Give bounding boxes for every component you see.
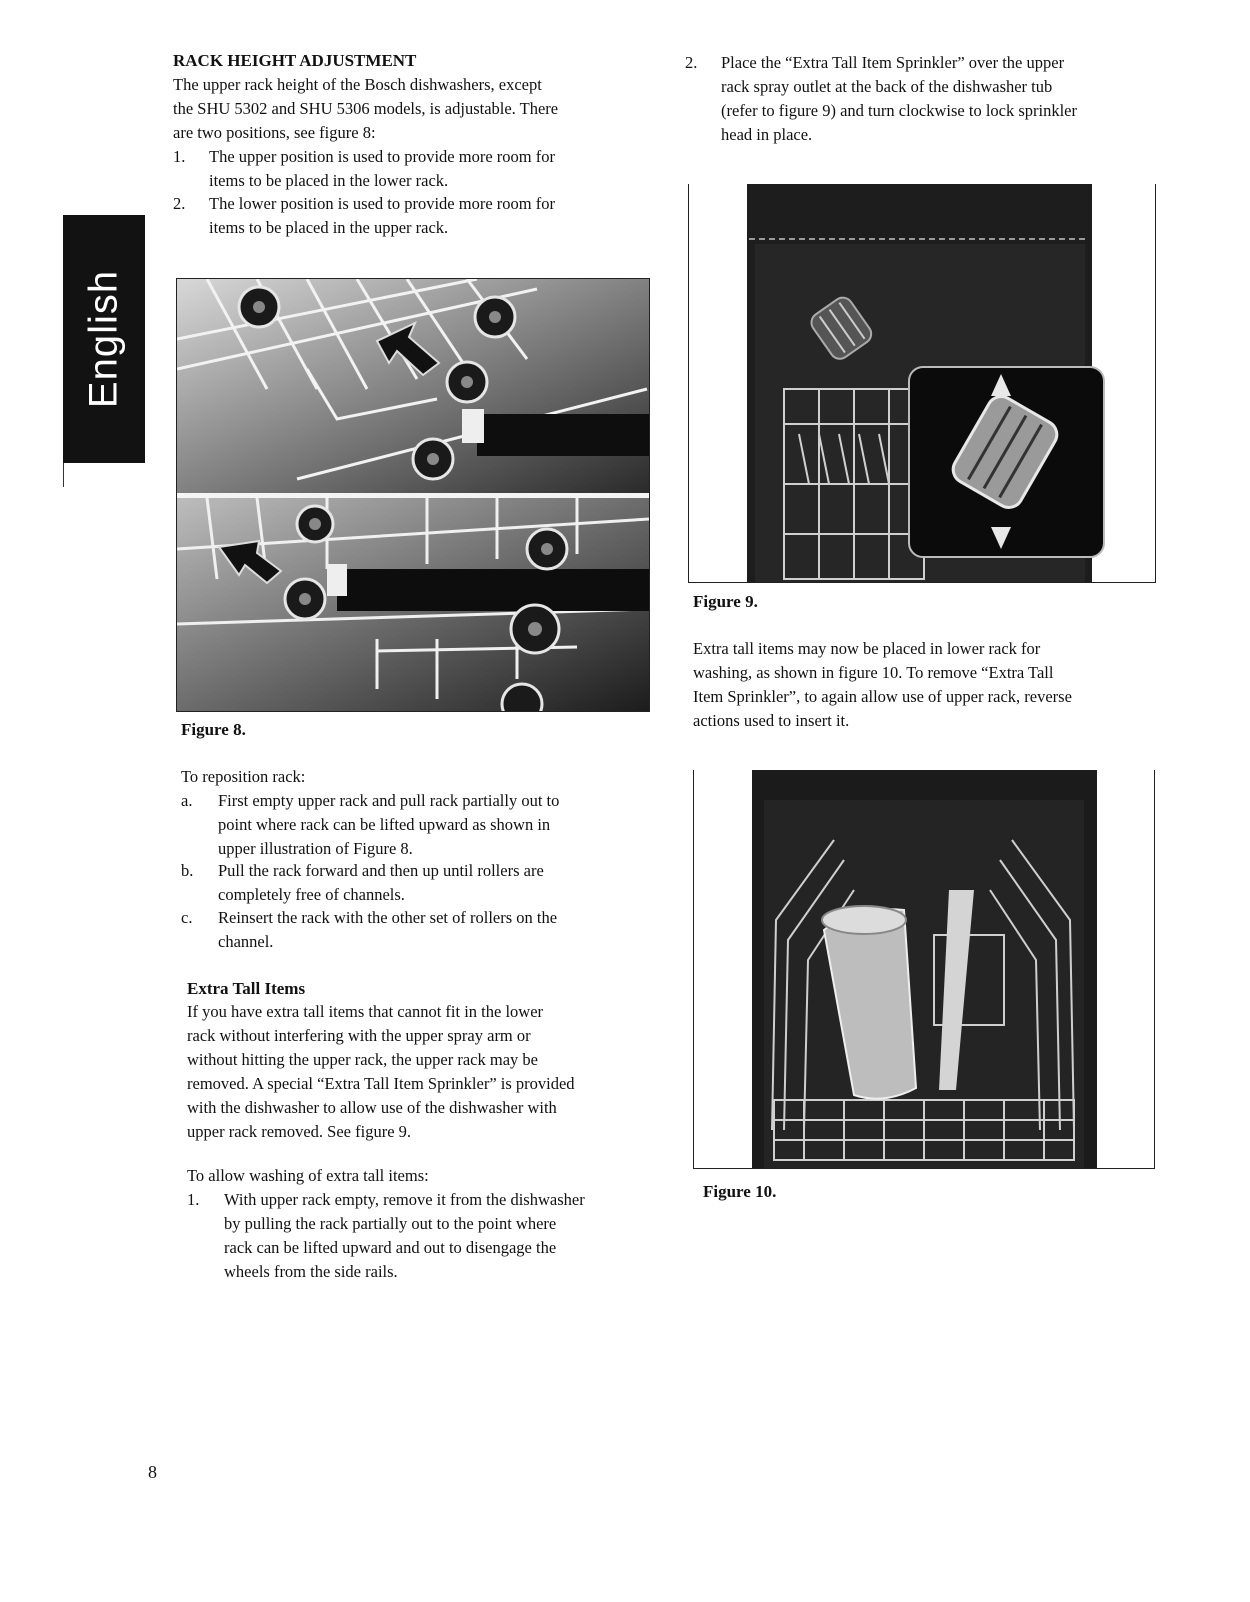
reposition-step-a (181, 789, 661, 861)
text-line: Place the “Extra Tall Item Sprinkler” over the upper (721, 53, 1065, 72)
list-marker: b. (181, 861, 194, 880)
allow-step-1 (187, 1188, 667, 1284)
text-line: Reinsert the rack with the other set of rollers on the (218, 908, 558, 927)
text-line: head in place. (721, 125, 813, 144)
text-line: First empty upper rack and pull rack partially out to (218, 791, 560, 810)
reposition-step-c (181, 906, 661, 954)
sprinkler-step-2 (685, 51, 1165, 147)
allow-washing-heading: To allow washing of extra tall items: (187, 1166, 429, 1185)
figure-9-photo (688, 184, 1156, 583)
text-line: completely free of channels. (218, 885, 405, 904)
reposition-step-b (181, 859, 661, 907)
list-marker: 1. (187, 1190, 200, 1209)
figure-8-photo (176, 278, 650, 712)
list-marker: a. (181, 791, 193, 810)
figure-10-photo (693, 770, 1155, 1169)
text-line: are two positions, see figure 8: (173, 123, 376, 142)
figure-10-caption: Figure 10. (703, 1182, 777, 1201)
language-tab-label: English (81, 269, 126, 409)
extra-tall-items-heading: Extra Tall Items (187, 979, 306, 998)
text-line: washing, as shown in figure 10. To remove “Extra Tall (693, 663, 1054, 682)
text-line: upper illustration of Figure 8. (218, 839, 413, 858)
rack-height-heading: RACK HEIGHT ADJUSTMENT (173, 51, 417, 70)
text-line: The upper position is used to provide more room for (209, 147, 555, 166)
after-sprinkler-paragraph (693, 637, 1173, 733)
text-line: (refer to figure 9) and turn clockwise to lock sprinkler (721, 101, 1077, 120)
extra-tall-items-paragraph (187, 1000, 667, 1144)
text-line: The upper rack height of the Bosch dishwashers, except (173, 75, 542, 94)
page-number: 8 (148, 1462, 157, 1482)
text-line: wheels from the side rails. (224, 1262, 398, 1281)
list-marker: 2. (173, 194, 186, 213)
text-line: upper rack removed. See figure 9. (187, 1122, 412, 1141)
text-line: the SHU 5302 and SHU 5306 models, is adjustable. There (173, 99, 559, 118)
text-line: The lower position is used to provide more room for (209, 194, 555, 213)
text-line: channel. (218, 932, 274, 951)
list-marker: 2. (685, 53, 698, 72)
text-line: rack without interfering with the upper spray arm or (187, 1026, 531, 1045)
language-tab (63, 215, 145, 463)
text-line: items to be placed in the lower rack. (209, 171, 449, 190)
text-line: Item Sprinkler”, to again allow use of upper rack, reverse (693, 687, 1072, 706)
list-marker: c. (181, 908, 193, 927)
text-line: Pull the rack forward and then up until rollers are (218, 861, 544, 880)
text-line: items to be placed in the upper rack. (209, 218, 449, 237)
text-line: point where rack can be lifted upward as shown in (218, 815, 551, 834)
text-line: With upper rack empty, remove it from the dishwasher (224, 1190, 585, 1209)
text-line: removed. A special “Extra Tall Item Sprinkler” is provided (187, 1074, 575, 1093)
reposition-heading: To reposition rack: (181, 767, 306, 786)
text-line: actions used to insert it. (693, 711, 850, 730)
text-line: If you have extra tall items that cannot fit in the lower (187, 1002, 544, 1021)
rack-intro-paragraph (173, 73, 653, 145)
position-item-1 (173, 145, 653, 193)
figure-8-caption: Figure 8. (181, 720, 246, 739)
figure-9-caption: Figure 9. (693, 592, 758, 611)
text-line: rack can be lifted upward and out to disengage the (224, 1238, 557, 1257)
text-line: by pulling the rack partially out to the point where (224, 1214, 557, 1233)
text-line: Extra tall items may now be placed in lower rack for (693, 639, 1041, 658)
text-line: rack spray outlet at the back of the dishwasher tub (721, 77, 1053, 96)
text-line: without hitting the upper rack, the upper rack may be (187, 1050, 538, 1069)
list-marker: 1. (173, 147, 186, 166)
text-line: with the dishwasher to allow use of the dishwasher with (187, 1098, 557, 1117)
position-item-2 (173, 192, 653, 240)
tab-rule (63, 463, 64, 487)
